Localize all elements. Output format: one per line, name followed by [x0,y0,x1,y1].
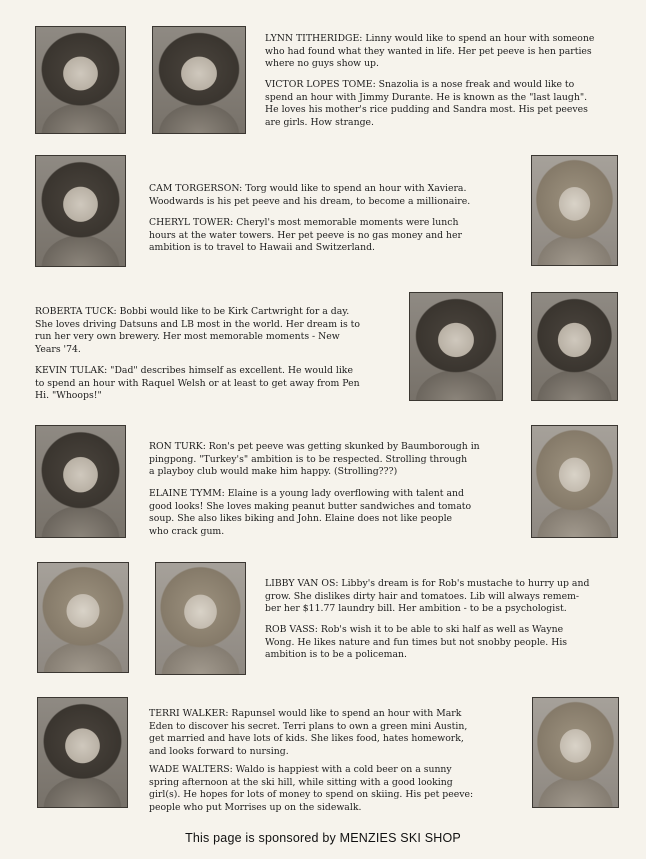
bio-line: pingpong. "Turkey's" ambition is to be respected. Strolling through [149,453,468,465]
photo-lynn-titheridge [35,26,126,134]
bio-line: ROB VASS: Rob's wish it to be able to ski half as well as Wayne [265,624,564,635]
photo-ron-turk [35,425,126,538]
photo-rob-vass [155,562,246,675]
bio-kevin-tulak [35,365,360,403]
sponsor-footer: This page is sponsored by MENZIES SKI SHOP [185,831,461,845]
bio-line: He loves his mother's rice pudding and Sandra most. His pet peeves [265,104,588,115]
bio-roberta-tuck [35,306,360,356]
bio-line: ROBERTA TUCK: Bobbi would like to be Kirk Cartwright for a day. [35,306,350,317]
bio-terri-walker [149,708,467,758]
bio-lynn-titheridge [265,33,594,71]
bio-line: ELAINE TYMM: Elaine is a young lady overflowing with talent and [149,488,464,499]
bio-line: VICTOR LOPES TOME: Snazolia is a nose freak and would like to [265,79,575,90]
bio-line: where no guys show up. [265,58,379,69]
bio-line: ambition is to travel to Hawaii and Switzerland. [149,242,375,253]
bio-line: Woodwards is his pet peeve and his dream, to become a millionaire. [149,195,471,207]
bio-line: get married and have lots of kids. She likes food, hates homework, [149,733,464,744]
photo-cheryl-tower [531,155,618,266]
bio-elaine-tymm [149,488,471,538]
photo-victor-lopes-tome [152,26,246,134]
bio-cheryl-tower [149,217,462,255]
bio-line: who had found what they wanted in life. Her pet peeve is hen parties [265,45,592,57]
photo-kevin-tulak [531,292,618,401]
bio-line: LYNN TITHERIDGE: Linny would like to spend an hour with someone [265,33,595,44]
bio-line: CAM TORGERSON: Torg would like to spend an hour with Xaviera. [149,183,467,194]
bio-line: Wong. He likes nature and fun times but not snobby people. His [265,636,568,648]
bio-line: WADE WALTERS: Waldo is happiest with a cold beer on a sunny [149,764,452,775]
bio-libby-van-os [265,578,589,616]
bio-line: run her very own brewery. Her most memorable moments - New [35,331,340,342]
photo-elaine-tymm [531,425,618,538]
bio-line: Eden to discover his secret. Terri plans to own a green mini Austin, [149,720,468,732]
bio-rob-vass [265,624,567,662]
bio-line: LIBBY VAN OS: Libby's dream is for Rob's mustache to hurry up and [265,578,590,589]
photo-cam-torgerson [35,155,126,267]
bio-ron-turk [149,441,480,479]
bio-line: grow. She dislikes dirty hair and tomatoes. Lib will always remem- [265,590,580,602]
bio-line: are girls. How strange. [265,116,374,128]
photo-roberta-tuck [409,292,503,401]
bio-line: people who put Morrises up on the sidewalk. [149,801,362,813]
bio-line: KEVIN TULAK: "Dad" describes himself as excellent. He would like [35,365,353,376]
bio-line: who crack gum. [149,525,225,537]
bio-line: ambition is to be a policeman. [265,649,407,660]
bio-line: CHERYL TOWER: Cheryl's most memorable moments were lunch [149,217,459,228]
bio-line: a playboy club would make him happy. (Strolling???) [149,466,398,477]
bio-line: RON TURK: Ron's pet peeve was getting skunked by Baumborough in [149,441,480,452]
bio-line: spend an hour with Jimmy Durante. He is known as the "last laugh". [265,91,588,103]
bio-victor-lopes-tome [265,79,588,129]
bio-line: hours at the water towers. Her pet peeve is no gas money and her [149,229,462,241]
bio-line: TERRI WALKER: Rapunsel would like to spend an hour with Mark [149,708,462,719]
bio-line: Hi. "Whoops!" [35,390,102,401]
photo-libby-van-os [37,562,129,673]
bio-line: ber her $11.77 laundry bill. Her ambition - to be a psychologist. [265,603,567,614]
bio-line: soup. She also likes biking and John. Elaine does not like people [149,513,453,524]
bio-line: She loves driving Datsuns and LB most in the world. Her dream is to [35,318,361,330]
photo-terri-walker [37,697,128,808]
photo-wade-walters [532,697,619,808]
bio-line: good looks! She loves making peanut butter sandwiches and tomato [149,500,472,512]
bio-line: girl(s). He hopes for lots of money to spend on skiing. His pet peeve: [149,789,474,800]
bio-wade-walters [149,764,473,814]
bio-line: spring afternoon at the ski hill, while sitting with a good looking [149,776,453,788]
bio-line: to spend an hour with Raquel Welsh or at least to get away from Pen [35,377,360,389]
bio-line: Years '74. [35,343,81,355]
bio-line: and looks forward to nursing. [149,745,289,757]
bio-cam-torgerson [149,183,470,208]
